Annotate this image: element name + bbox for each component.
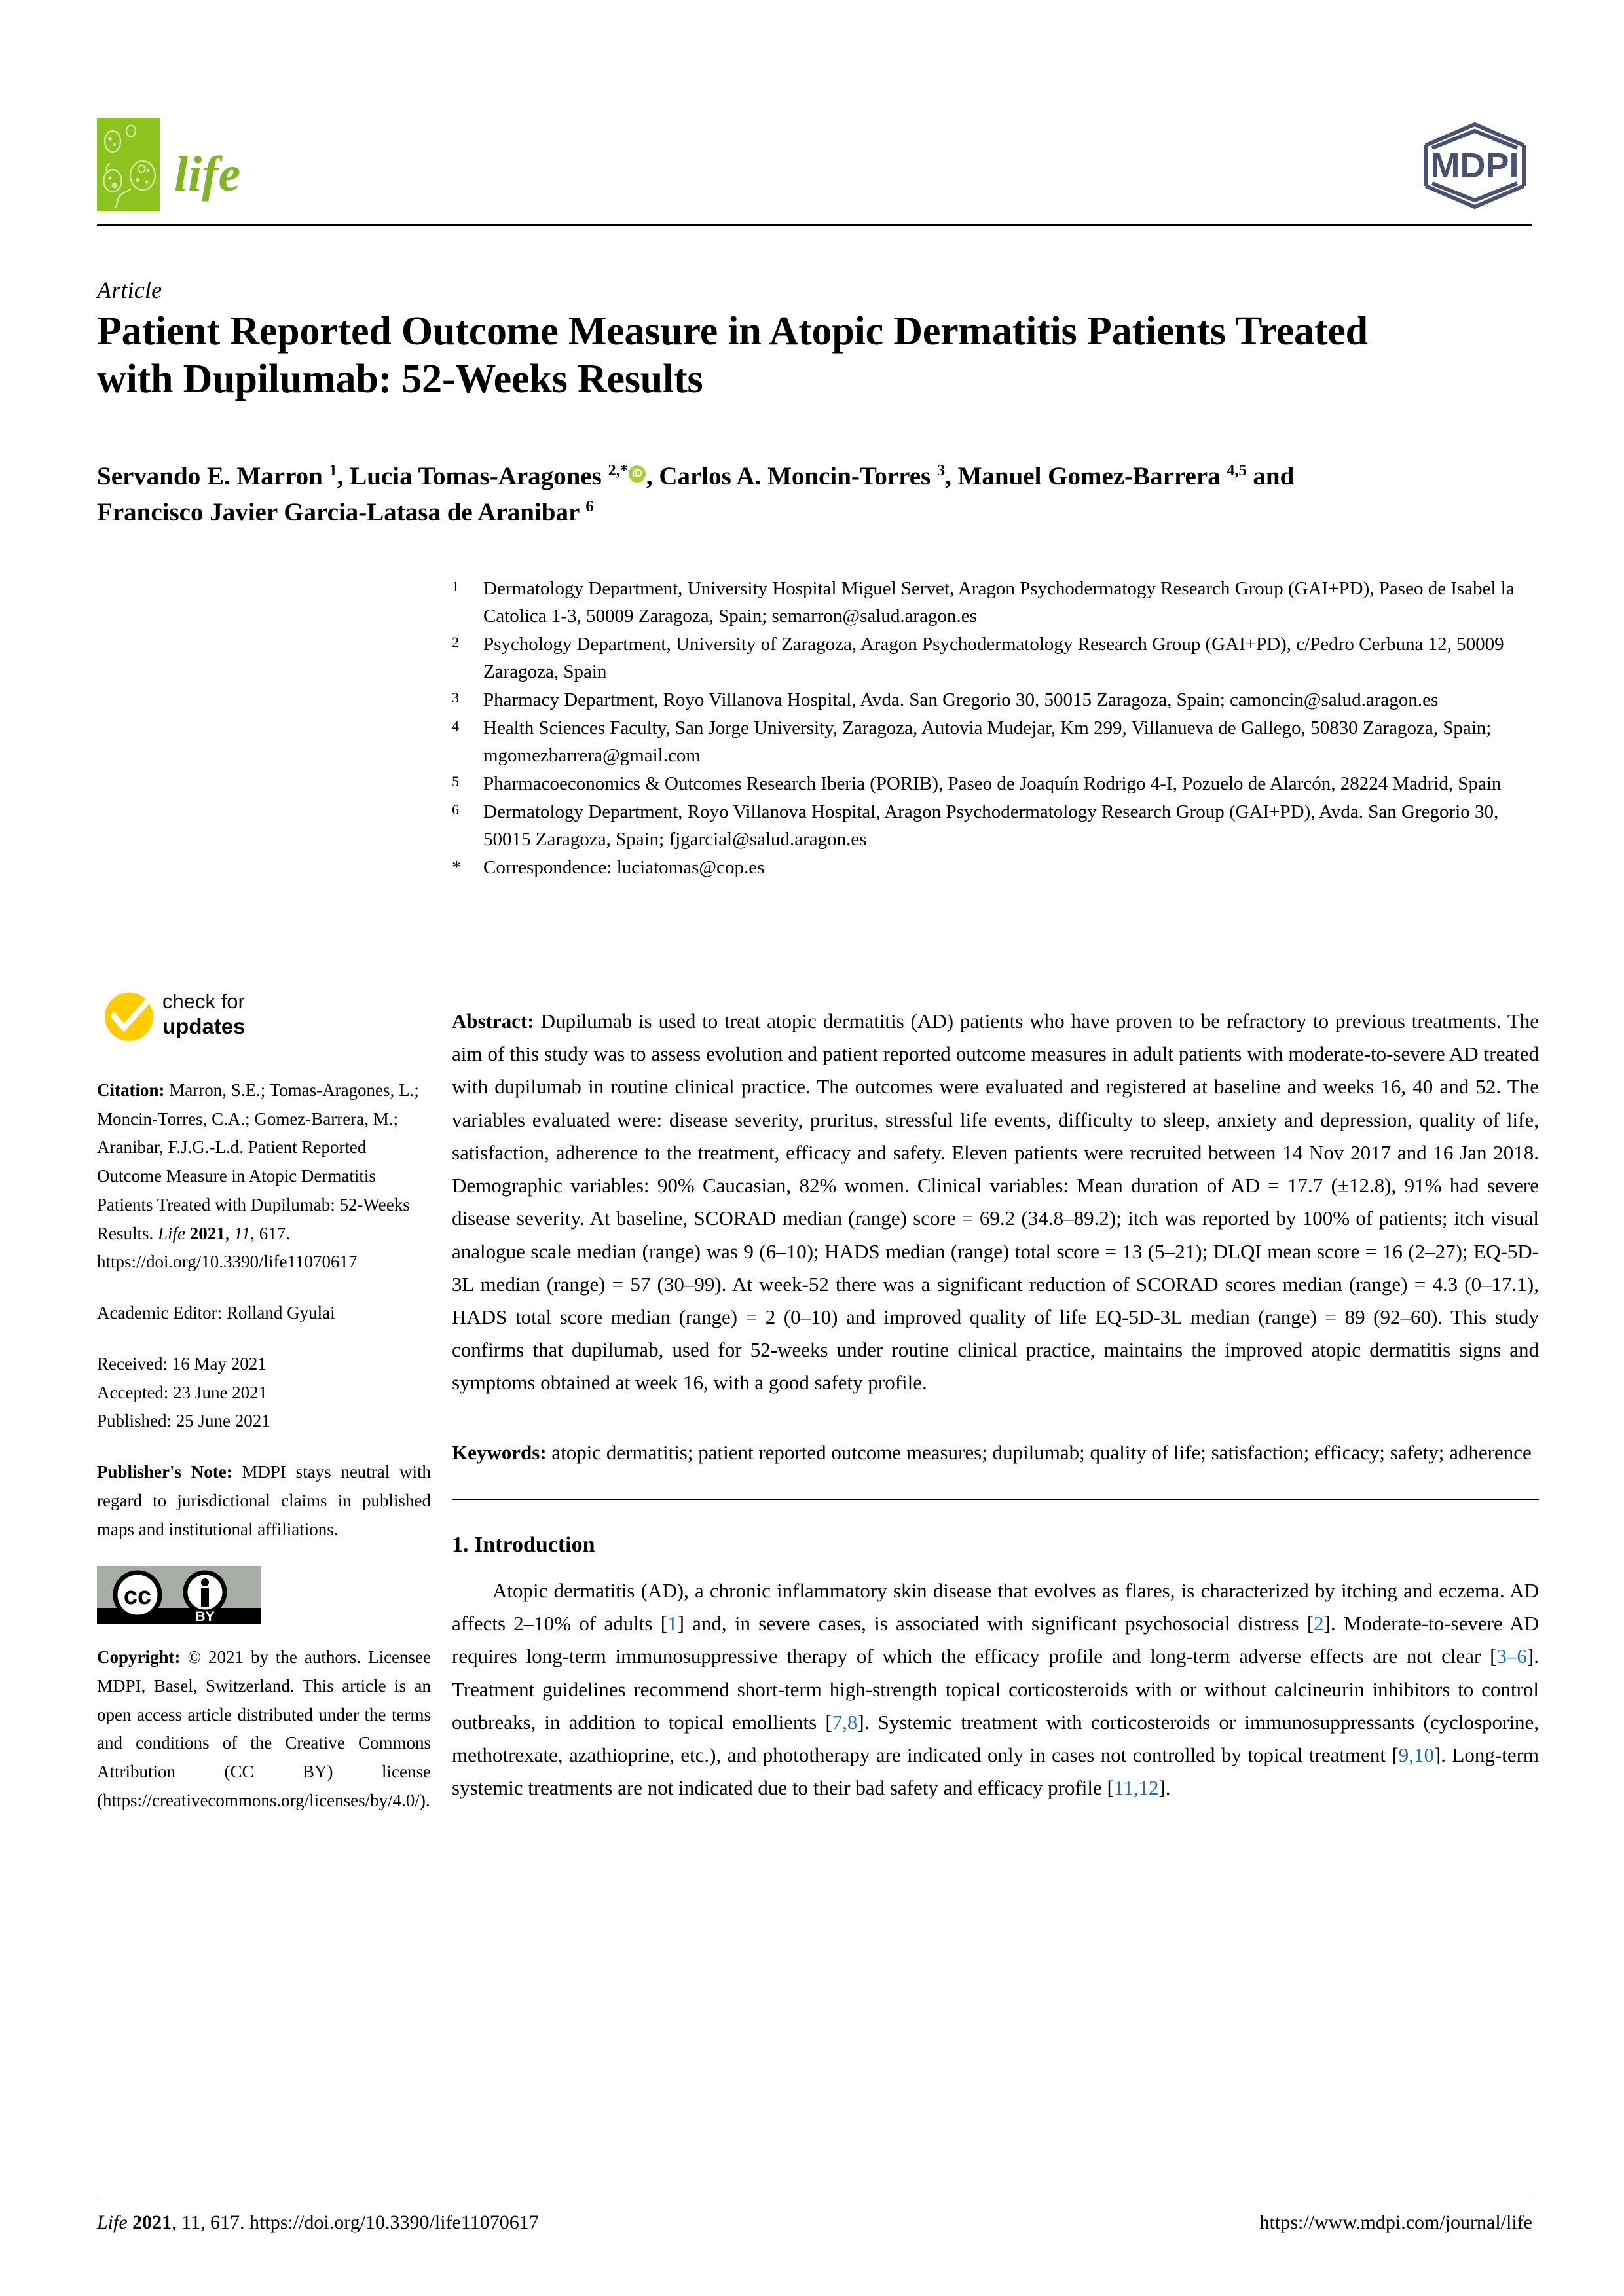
check-circle-icon xyxy=(105,993,153,1041)
footer-journal-url[interactable]: https://www.mdpi.com/journal/life xyxy=(1259,2212,1532,2233)
affiliation-number: 6 xyxy=(452,801,459,818)
body-text: ]. Long-term systemic treatments are not indicated due to their bad safety and efficacy profile [ xyxy=(452,1743,1540,1800)
received-date: Received: 16 May 2021 xyxy=(97,1353,267,1374)
check-line-1: check for xyxy=(162,990,245,1013)
check-line-2: updates xyxy=(162,1013,246,1038)
citation-page: 617. xyxy=(259,1223,291,1243)
author-list: Servando E. Marron $^1$, Lucia Tomas-Aragones $^{2,*}$ iD , Carlos A. Moncin-Torres $^3$, Manuel Gomez-Barrera $^{4,5}$ and Francisco Javier Garcia-Latasa de Aranibar $^6$ xyxy=(97,462,1295,527)
article-type-label: Article xyxy=(97,277,162,303)
svg-text:MDPI: MDPI xyxy=(1430,146,1519,185)
affiliation-item xyxy=(452,770,1539,797)
publishers-note-label: Publisher's Note: xyxy=(97,1462,232,1482)
citation-reference[interactable]: 11,12 xyxy=(1113,1776,1159,1800)
academic-editor: Academic Editor: Rolland Gyulai xyxy=(97,1303,335,1323)
affiliation-item xyxy=(452,798,1539,853)
body-text: ]. xyxy=(1158,1776,1171,1800)
footer-volume-doi: , 11, 617. https://doi.org/10.3390/life11070617 xyxy=(172,2212,539,2233)
accepted-date: Accepted: 23 June 2021 xyxy=(97,1382,268,1402)
publishers-note xyxy=(97,1458,431,1544)
affiliation-number: 4 xyxy=(452,718,459,735)
footer-journal-name: Life xyxy=(97,2212,128,2233)
correspondence-text: Correspondence: luciatomas@cop.es xyxy=(483,857,765,879)
copyright-text: © 2021 by the authors. Licensee MDPI, Basel, Switzerland. This article is an open access article distributed under the terms and conditions of the Creative Commons Attribution (CC BY) license (https://creativecommons.org/licenses/by/4.0/). xyxy=(97,1647,432,1810)
footer-citation xyxy=(97,2212,539,2234)
citation-reference[interactable]: 7,8 xyxy=(832,1710,858,1734)
affiliation-text: Dermatology Department, Royo Villanova Hospital, Aragon Psychodermatology Research Group (GAI+PD), Avda. San Gregorio 30, 50015 Zaragoza, Spain; fjgarcial@salud.aragon.es xyxy=(483,801,1499,850)
affiliation-number: 1 xyxy=(452,578,459,594)
affiliation-text: Health Sciences Faculty, San Jorge University, Zaragoza, Autovia Mudejar, Km 299, Villanueva de Gallego, 50830 Zaragoza, Spain; mgomezbarrera@gmail.com xyxy=(483,718,1492,767)
affiliation-number: 2 xyxy=(452,634,459,651)
affiliation-number: 3 xyxy=(452,689,459,706)
body-text: ]. Systemic treatment with corticosteroids or immunosuppressants (cyclosporine, methotrexate, azathioprine, etc.), and phototherapy are indicated only in cases not controlled by topical treatment [ xyxy=(452,1710,1539,1766)
abstract-text: Dupilumab is used to treat atopic dermatitis (AD) patients who have proven to be refractory to previous treatments. The aim of this study was to assess evolution and patient reported outcome measures in adult patients with moderate-to-severe AD treated with dupilumab in routine clinical practice. The outcomes were evaluated and registered at baseline and weeks 16, 40 and 52. The variables evaluated were: disease severity, pruritus, stressful life events, difficulty to sleep, anxiety and depression, quality of life, satisfaction, adherence to the treatment, efficacy and safety. Eleven patients were recruited between 14 Nov 2017 and 16 Jan 2018. Demographic variables: 90% Caucasian, 82% women. Clinical variables: Mean duration of AD = 17.7 (±12.8), 91% had severe disease severity. At baseline, SCORAD median (range) score = 69.2 (34.8–89.2); itch was reported by 100% of patients; itch visual analogue scale median (range) was 9 (6–10); HADS median (range) total score = 13 (5–21); DLQI mean score = 16 (2–27); EQ-5D-3L median (range) = 57 (30–99). At week-52 there was a significant reduction of SCORAD scores median (range) = 4.3 (0–17.1), HADS total score median (range) = 2 (0–10) and improved quality of life EQ-5D-3L median (range) = 89 (92–60). This study confirms that dupilumab, used for 52-weeks under routine clinical practice, maintains the improved atopic dermatitis signs and symptoms obtained at week 16, with a good safety profile. xyxy=(452,1010,1540,1394)
published-date: Published: 25 June 2021 xyxy=(97,1411,270,1431)
author-4: Manuel Gomez-Barrera $^{4,5}$ xyxy=(957,462,1247,490)
mdpi-logo-icon xyxy=(1417,122,1532,210)
citation-doi[interactable]: https://doi.org/10.3390/life11070617 xyxy=(97,1252,358,1272)
body-text: ] and, in severe cases, is associated with significant psychosocial distress [ xyxy=(677,1612,1314,1635)
citation-reference[interactable]: 2 xyxy=(1314,1612,1324,1635)
affiliation-text: Pharmacy Department, Royo Villanova Hospital, Avda. San Gregorio 30, 50015 Zaragoza, Spain; camoncin@salud.aragon.es xyxy=(483,689,1439,711)
copyright-label: Copyright: xyxy=(97,1647,181,1667)
sidebar xyxy=(97,989,431,1838)
journal-name: life xyxy=(174,146,241,202)
author-5: Francisco Javier Garcia-Latasa de Aranibar $^6$ xyxy=(97,498,594,527)
main-column xyxy=(452,1005,1539,1804)
publishers-note-text: MDPI stays neutral with regard to jurisdictional claims in published maps and institutional affiliations. xyxy=(97,1462,431,1539)
page-title: Patient Reported Outcome Measure in Atopic Dermatitis Patients Treated with Dupilumab: 52-Weeks Results xyxy=(97,309,1368,402)
citation-reference[interactable]: 9,10 xyxy=(1398,1743,1434,1766)
svg-text:BY: BY xyxy=(195,1609,215,1624)
body-text: ]. Moderate-to-severe AD requires long-term immunosuppressive therapy of which the efficacy profile and long-term adverse effects are not clear [ xyxy=(452,1612,1539,1668)
citation-block: Citation: Marron, S.E.; Tomas-Aragones, L.; Moncin-Torres, C.A.; Gomez-Barrera, M.; Aranibar, F.J.G.-L.d. Patient Reported Outcome Measure in Atopic Dermatitis Patients Treated with Dupilumab: 52-Weeks Results. Life 2021, 11, 617. https://doi.org/10.3390/life11070617 xyxy=(97,1080,419,1272)
citation-year: 2021 xyxy=(189,1223,225,1243)
check-for-updates-badge[interactable] xyxy=(105,989,295,1049)
check-for-updates-label xyxy=(162,990,246,1040)
cc-by-license-badge[interactable] xyxy=(97,1566,261,1624)
footer-year: 2021 xyxy=(132,2212,172,2233)
affiliation-item xyxy=(452,714,1539,769)
correspondence-item xyxy=(452,854,1539,881)
copyright-block xyxy=(97,1643,431,1815)
affiliation-item xyxy=(452,686,1539,714)
section-heading-introduction: 1. Introduction xyxy=(452,1532,595,1557)
orcid-icon[interactable]: iD xyxy=(629,465,646,483)
svg-text:cc: cc xyxy=(123,1582,152,1611)
abstract-label: Abstract: xyxy=(452,1010,534,1032)
citation-reference[interactable]: 3–6 xyxy=(1496,1645,1527,1668)
author-1: Servando E. Marron $^1$ xyxy=(97,462,337,490)
citation-journal: Life xyxy=(158,1223,186,1243)
keywords-label: Keywords: xyxy=(452,1440,547,1464)
affiliation-list xyxy=(452,575,1539,883)
affiliation-text: Psychology Department, University of Zaragoza, Aragon Psychodermatology Research Group (GAI+PD), c/Pedro Cerbuna 12, 50009 Zaragoza, Spain xyxy=(483,634,1504,683)
page-footer xyxy=(97,2212,1532,2234)
citation-reference[interactable]: 1 xyxy=(667,1612,678,1635)
author-2: Lucia Tomas-Aragones $^{2,*}$ xyxy=(350,462,628,490)
abstract-section xyxy=(452,1005,1539,1400)
correspondence-marker: * xyxy=(452,857,462,879)
introduction-paragraph xyxy=(452,1575,1539,1805)
citation-authors: Marron, S.E.; Tomas-Aragones, L.; Moncin-Torres, C.A.; Gomez-Barrera, M.; Aranibar, F.J.G.-L.d. Patient Reported Outcome Measure in Atopic Dermatitis Patients Treated with Dupilumab: 52-Weeks Results. xyxy=(97,1080,419,1243)
page-header xyxy=(97,118,1532,223)
citation-volume: 11 xyxy=(234,1223,251,1243)
author-3: Carlos A. Moncin-Torres $^3$ xyxy=(659,462,946,490)
citation-label: Citation: xyxy=(97,1080,165,1100)
affiliation-item xyxy=(452,575,1539,630)
life-logo-icon xyxy=(97,118,160,211)
keywords-divider xyxy=(452,1499,1539,1500)
affiliation-item xyxy=(452,630,1539,685)
body-text: Atopic dermatitis (AD), a chronic inflammatory skin disease that evolves as flares, is characterized by itching and eczema. AD affects 2–10% of adults [ xyxy=(452,1578,1539,1635)
body-text: ]. Treatment guidelines recommend short-term high-strength topical corticosteroids with or without calcineurin inhibitors to control outbreaks, in addition to topical emollients [ xyxy=(452,1645,1539,1734)
keywords-text: atopic dermatitis; patient reported outcome measures; dupilumab; quality of life; satisfaction; efficacy; safety; adherence xyxy=(551,1440,1532,1464)
affiliation-number: 5 xyxy=(452,773,459,790)
header-divider xyxy=(97,224,1532,227)
journal-logo xyxy=(97,118,240,211)
affiliation-text: Dermatology Department, University Hospital Miguel Servet, Aragon Psychodermatogy Research Group (GAI+PD), Paseo de Isabel la Catolica 1-3, 50009 Zaragoza, Spain; semarron@salud.aragon.es xyxy=(483,578,1515,627)
keywords-section xyxy=(452,1436,1539,1469)
affiliation-text: Pharmacoeconomics & Outcomes Research Iberia (PORIB), Paseo de Joaquín Rodrigo 4-I, Pozuelo de Alarcón, 28224 Madrid, Spain xyxy=(483,773,1502,795)
